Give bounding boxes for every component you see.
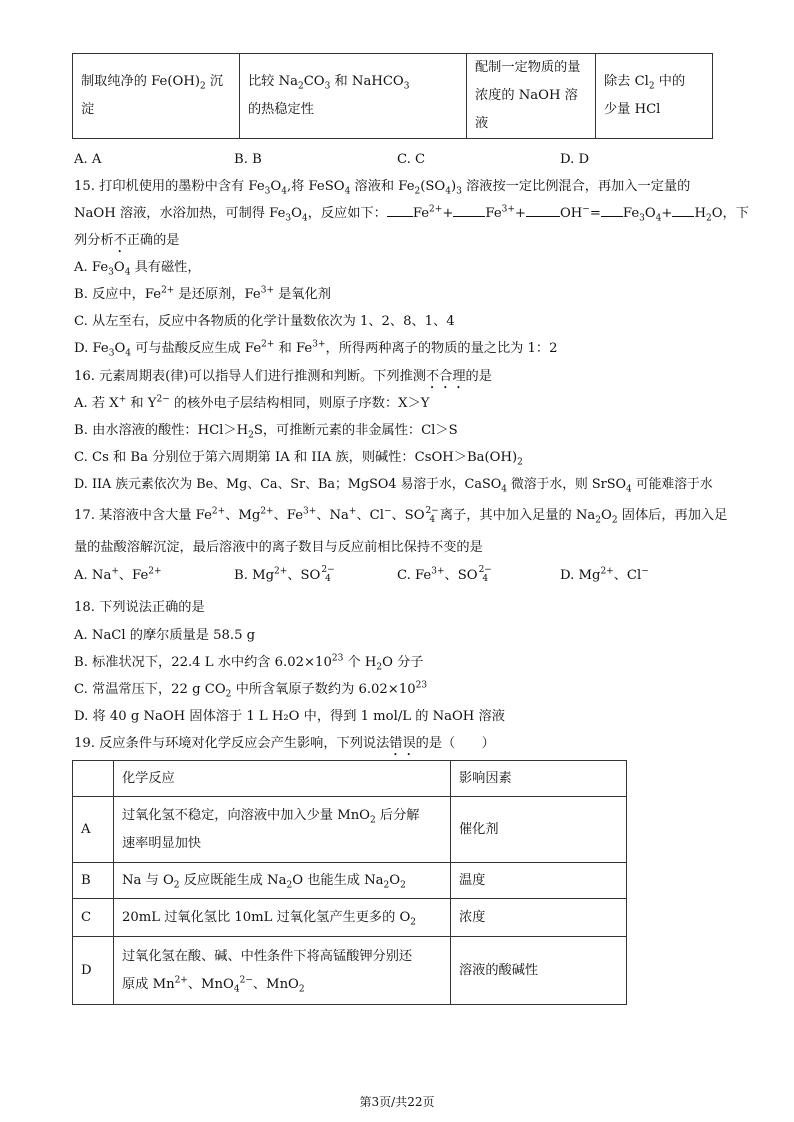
q18-option-d: D. 将 40 g NaOH 固体溶于 1 L H₂O 中，得到 1 mol/L 的 NaOH 溶液	[74, 709, 505, 724]
q19-table	[72, 760, 627, 1005]
q14-option-d: D. D	[560, 152, 590, 167]
q19-stem: 19. 反应条件与环境对化学反应会产生影响，下列说法错误的是（ ）	[74, 736, 495, 751]
q19-row-b-reaction: Na 与 $O_2$ 反应既能生成 $Na_2O$ 也能生成 $Na_2O_2$	[114, 863, 451, 899]
q19-row-c-factor: 浓度	[451, 899, 627, 937]
q19-row-a-reaction: 过氧化氢不稳定，向溶液中加入少量 MnO$_2$ 后分解 速率明显加快	[114, 797, 451, 863]
q19-row-c-reaction: 20mL 过氧化氢比 10mL 过氧化氢产生更多的 $O_2$	[114, 899, 451, 937]
q19-header-reaction: 化学反应	[114, 761, 451, 797]
q15-stem-line3: 列分析不正确的是	[74, 233, 180, 248]
q19-row-c-label: C	[73, 899, 114, 937]
table-cell-2: 比较 $Na_2CO_3$ 和 NaHCO$_3$ 的热稳定性	[240, 54, 467, 139]
q18-option-a: A. NaCl 的摩尔质量是 58.5 g	[74, 628, 256, 643]
q19-row-d-reaction: 过氧化氢在酸、碱、中性条件下将高锰酸钾分别还 原成 $Mn^{2+}$、MnO$_4^{2-}$、MnO$_2$	[114, 937, 451, 1005]
q14-option-c: C. C	[397, 152, 426, 167]
q15-stem-line2: NaOH 溶液，水浴加热，可制得 $Fe_3O_4$，反应如下： $Fe^{2+}+ Fe^{3+}+ OH^-= Fe_3O_4+ H_2O$，下	[74, 204, 749, 224]
q17-option-a: A. Na+、$Fe^{2+}$	[74, 566, 162, 583]
q17-option-b: B. $Mg^{2+}$、SO 2− 4	[234, 565, 335, 584]
q19-row-a-factor: 催化剂	[451, 797, 627, 863]
q16-option-d: D. IIA 族元素依次为 Be、Mg、Ca、Sr、Ba；MgSO4 易溶于水，CaSO$_4$ 微溶于水，则 SrSO$_4$ 可能难溶于水	[74, 477, 713, 495]
q16-stem: 16. 元素周期表(律)可以指导人们进行推测和判断。下列推测不合理的是	[74, 369, 492, 384]
q14-option-a: A. A	[74, 152, 102, 167]
table-cell-1: 制取纯净的 $Fe(OH)_2$ 沉淀	[73, 54, 240, 139]
q15-option-c: C. 从左至右，反应中各物质的化学计量数依次为 1、2、8、1、4	[74, 314, 455, 329]
q15-option-b: B. 反应中，$Fe^{2+}$ 是还原剂，$Fe^{3+}$ 是氧化剂	[74, 285, 331, 302]
table-cell-4: 除去 $Cl_2$ 中的 少量 HCl	[596, 54, 713, 139]
q16-option-b: B. 由水溶液的酸性：$HCl>H_2S$，可推断元素的非金属性：Cl＞S	[74, 423, 458, 441]
q18-option-c: C. 常温常压下，22 g $CO_2$ 中所含氧原子数约为 $6.02\times 10^{23}$	[74, 680, 428, 700]
q17-options-row	[74, 566, 714, 586]
q14-options-row	[74, 150, 714, 170]
q14-options-table	[72, 53, 713, 139]
q19-row-d-factor: 溶液的酸碱性	[451, 937, 627, 1005]
q17-option-c: C. $Fe^{3+}$、SO 2− 4	[397, 565, 492, 584]
q19-row-d-label: D	[73, 937, 114, 1005]
q16-option-a: A. 若 X+ 和 $Y^{2-}$ 的核外电子层结构相同，则原子序数：X＞Y	[74, 394, 430, 411]
page-footer: 第3页/共22页	[359, 1095, 435, 1109]
q19-row-b-label: B	[73, 863, 114, 899]
q17-option-d: D. $Mg^{2+}$、Cl−	[560, 566, 649, 583]
q17-stem-line1: 17. 某溶液中含大量 $Fe^{2+}$、$Mg^{2+}$、$Fe^{3+}$、Na+、Cl−、SO 2− 4 离子，其中加入足量的 $Na_2O_2$ 固体后，再加入足	[74, 505, 728, 526]
q15-stem-line1: 15. 打印机使用的墨粉中含有 $Fe_3O_4$,将 FeSO$_4$ 溶液和 $Fe_2(SO_4)_3$ 溶液按一定比例混合，再加入一定量的	[74, 179, 691, 197]
q16-option-c: C. Cs 和 Ba 分别位于第六周期第 IA 和 IIA 族，则碱性：$CsOH>Ba(OH)_2$	[74, 450, 523, 468]
q15-option-d: D. $Fe_3O_4$ 可与盐酸反应生成 $Fe^{2+}$ 和 $Fe^{3+}$，所得两种离子的物质的量之比为 1：2	[74, 339, 558, 359]
q19-header-empty	[73, 761, 114, 797]
q19-header-factor: 影响因素	[451, 761, 627, 797]
q15-option-a: A. $Fe_3O_4$ 具有磁性，	[74, 260, 201, 278]
q17-stem-line2: 量的盐酸溶解沉淀，最后溶液中的离子数目与反应前相比保持不变的是	[74, 540, 483, 555]
q19-row-a-label: A	[73, 797, 114, 863]
q18-option-b: B. 标准状况下，22.4 L 水中约含 $6.02\times 10^{23}$ 个 $H_2O$ 分子	[74, 653, 424, 673]
table-cell-3: 配制一定物质的量 浓度的 NaOH 溶液	[467, 54, 596, 139]
q19-row-b-factor: 温度	[451, 863, 627, 899]
q14-option-b: B. B	[234, 152, 262, 167]
q18-stem: 18. 下列说法正确的是	[74, 600, 205, 615]
